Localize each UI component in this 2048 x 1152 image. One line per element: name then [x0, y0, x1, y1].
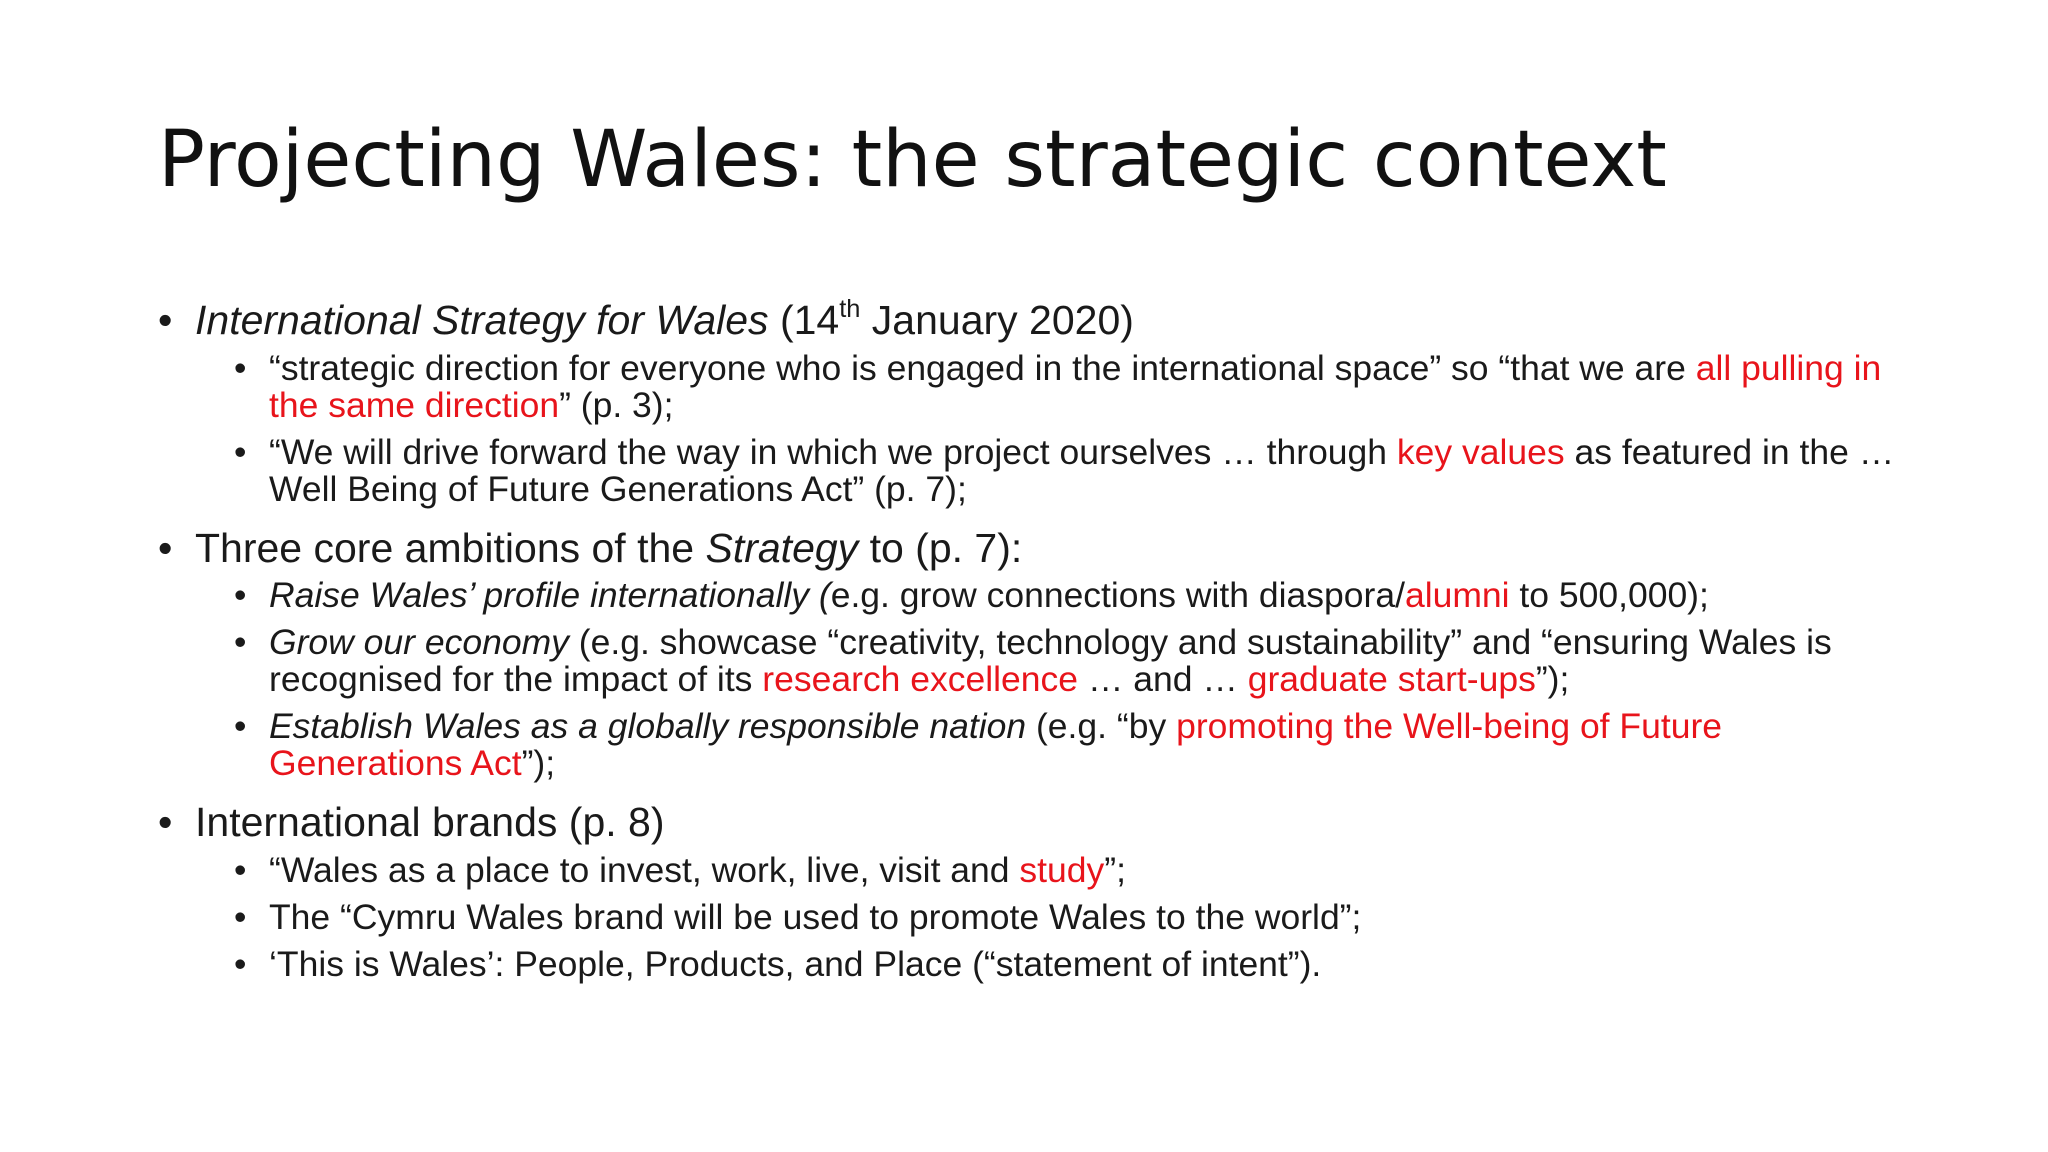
sub-text: “Wales as a place to invest, work, live, visit and — [269, 849, 1020, 890]
ambition-name: Grow our economy — [269, 622, 569, 663]
sub-text: ”); — [521, 743, 556, 784]
sub-text: as featured in the … Well Being of Future Generations Act” (p. 7); — [269, 431, 1895, 509]
sub-text: ”; — [1104, 849, 1126, 890]
bullet-core-ambitions — [158, 526, 1898, 782]
sub-bullet-this-is-wales — [195, 943, 1898, 984]
highlight-text: promoting the Well-being of Future Generations Act — [269, 706, 1723, 784]
sub-bullet-marker: • — [234, 849, 247, 890]
sub-bullet-marker: • — [234, 347, 247, 388]
sub-bullet-list — [195, 849, 1898, 984]
sub-bullet-marker: • — [234, 896, 247, 937]
sub-text: ”); — [1535, 659, 1570, 700]
highlight-text: key values — [1396, 431, 1565, 472]
sub-bullet-marker: • — [234, 706, 247, 747]
sub-text: ‘This is Wales’: People, Products, and Place (“statement of intent”). — [269, 943, 1322, 984]
heading-text: International brands (p. 8) — [195, 798, 665, 845]
bullet-list — [158, 294, 1898, 984]
sub-bullet-marker: • — [234, 431, 247, 472]
sub-bullet-raise-profile — [195, 577, 1898, 614]
sub-bullet-grow-economy — [195, 624, 1898, 698]
ambition-name: Raise Wales’ profile internationally ( — [269, 575, 831, 616]
bullet-marker: • — [158, 297, 173, 343]
bullet-international-strategy — [158, 294, 1898, 509]
highlight-text: graduate start-ups — [1247, 659, 1536, 700]
bullet-marker: • — [158, 524, 173, 571]
sub-text: “strategic direction for everyone who is engaged in the international space” so “that we are — [269, 347, 1696, 388]
ambition-name: Establish Wales as a globally responsible nation — [269, 706, 1027, 747]
heading-italic: Strategy — [705, 524, 859, 571]
sub-text: The “Cymru Wales brand will be used to promote Wales to the world”; — [269, 896, 1362, 937]
sub-bullet-cymru-brand — [195, 896, 1898, 937]
sub-bullet-marker: • — [234, 622, 247, 663]
sub-bullet-strategic-direction — [195, 347, 1898, 425]
sub-text: “We will drive forward the way in which we project ourselves … through — [269, 431, 1397, 472]
sub-bullet-responsible-nation — [195, 708, 1898, 782]
highlight-text: research excellence — [762, 659, 1079, 700]
sub-text: e.g. grow connections with diaspora/ — [830, 575, 1405, 616]
sub-text: ” (p. 3); — [559, 384, 674, 425]
sub-text: (e.g. showcase “creativity, technology and sustainability” and “ensuring Wales is recognised for the impact of its — [269, 622, 1832, 700]
strategy-name: International Strategy for Wales — [195, 297, 769, 343]
heading-text: to (p. 7): — [858, 524, 1023, 571]
sub-bullet-key-values — [195, 431, 1898, 509]
highlight-text: study — [1019, 849, 1105, 890]
heading-text: (14 — [768, 297, 840, 343]
sub-bullet-list — [195, 577, 1898, 782]
sub-bullet-list — [195, 347, 1898, 509]
sub-bullet-marker: • — [234, 575, 247, 616]
heading-text: January 2020) — [860, 297, 1134, 343]
sub-bullet-place-to-invest — [195, 849, 1898, 890]
sub-text: to 500,000); — [1509, 575, 1709, 616]
highlight-text: alumni — [1404, 575, 1510, 616]
slide-title: Projecting Wales: the strategic context — [158, 115, 1667, 205]
ordinal-suffix: th — [839, 294, 861, 323]
heading-text: Three core ambitions of the — [195, 524, 706, 571]
highlight-text: all pulling in the same direction — [269, 347, 1882, 425]
sub-bullet-marker: • — [234, 943, 247, 984]
sub-text: … and … — [1078, 659, 1248, 700]
bullet-international-brands — [158, 800, 1898, 983]
sub-text: (e.g. “by — [1026, 706, 1177, 747]
bullet-marker: • — [158, 798, 173, 845]
